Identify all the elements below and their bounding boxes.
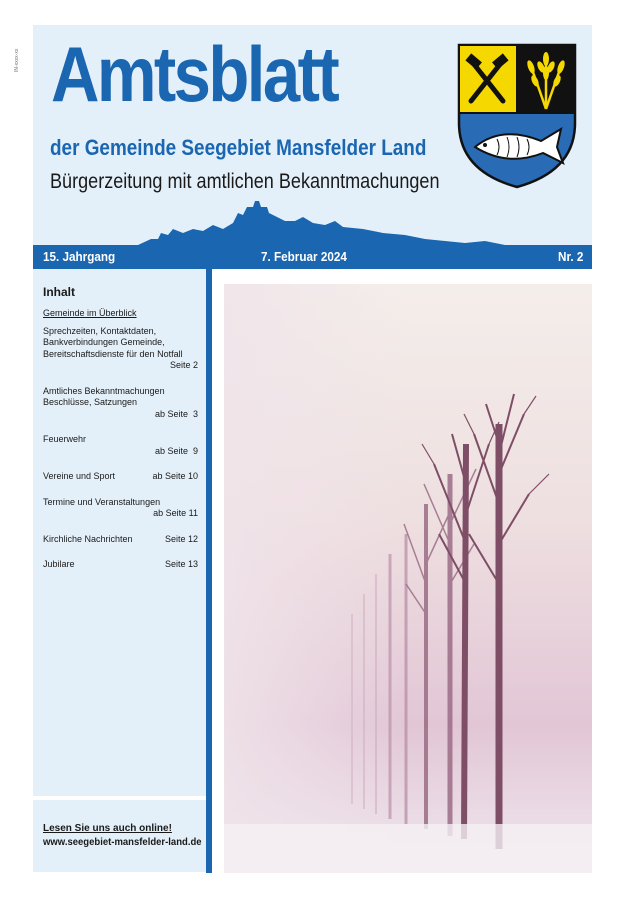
masthead-title: Amtsblatt [51, 30, 338, 118]
toc-entry[interactable] [43, 471, 198, 483]
toc-entry-page: Seite 12 [164, 533, 198, 544]
issue-date: 7. Februar 2024 [261, 249, 347, 264]
toc-entry[interactable] [43, 434, 198, 457]
toc-entry[interactable] [43, 559, 198, 571]
toc-entry-text: Feuerwehr [43, 434, 87, 444]
website-link[interactable]: www.seegebiet-mansfelder-land.de [43, 837, 202, 848]
toc-list [43, 308, 198, 585]
toc-entry-text: Sprechzeiten, Kontaktdaten, Bankverbindungen Gemeinde, Bereitschaftsdienste für den Notfall [43, 325, 183, 359]
toc-entry-page: Seite 13 [164, 559, 198, 569]
column-divider [206, 269, 212, 873]
coat-of-arms-icon [457, 43, 577, 189]
toc-entry-page: ab Seite 3 [154, 408, 198, 419]
toc-entry-page: ab Seite 11 [153, 508, 198, 518]
toc-entry[interactable] [43, 386, 198, 421]
toc-entry[interactable] [43, 326, 198, 372]
issue-bar [33, 245, 592, 269]
toc-entry-text: Jubilare [43, 559, 75, 569]
online-box [33, 800, 206, 872]
toc-title: Inhalt [43, 285, 75, 299]
toc-entry-text: Vereine und Sport [43, 471, 116, 481]
table-of-contents [33, 269, 206, 796]
cover-photo [224, 284, 592, 873]
issue-volume: 15. Jahrgang [43, 249, 116, 264]
side-code: IN-xxxx-xx [14, 48, 20, 72]
toc-entry-text: Amtliches Bekanntmachungen Beschlüsse, Satzungen [43, 385, 165, 407]
toc-section-heading[interactable]: Gemeinde im Überblick [43, 308, 137, 318]
toc-entry-text: Termine und Veranstaltungen [43, 496, 161, 507]
masthead-subtitle: der Gemeinde Seegebiet Mansfelder Land [50, 135, 427, 160]
toc-entry[interactable] [43, 534, 198, 546]
masthead-tagline: Bürgerzeitung mit amtlichen Bekanntmachungen [50, 170, 440, 193]
toc-entry-page: ab Seite 10 [152, 471, 198, 481]
toc-entry[interactable] [43, 497, 198, 520]
online-heading: Lesen Sie uns auch online! [43, 823, 172, 834]
masthead [33, 25, 592, 268]
toc-entry-page: Seite 2 [169, 360, 198, 370]
toc-entry-text: Kirchliche Nachrichten [43, 533, 133, 544]
toc-entry-page: ab Seite 9 [154, 445, 198, 456]
issue-number: Nr. 2 [558, 249, 584, 264]
